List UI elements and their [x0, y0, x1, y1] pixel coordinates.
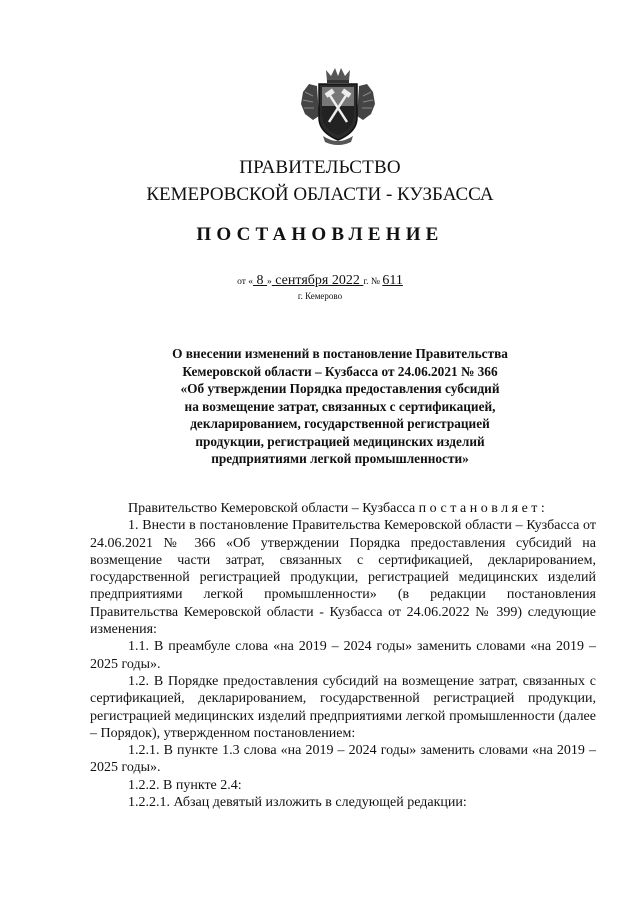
decree-date-number [0, 273, 640, 289]
subject-line: предприятиями легкой промышленности» [211, 451, 469, 466]
subject-line: Кемеровской области – Кузбасса от 24.06.2021 № 366 [182, 363, 498, 379]
subject-line: «Об утверждении Порядка предоставления субсидий [180, 381, 500, 396]
intro-prefix: Правительство Кемеровской области – Кузбасса [128, 501, 419, 516]
government-title-line2: КЕМЕРОВСКОЙ ОБЛАСТИ - КУЗБАССА [146, 184, 494, 205]
intro-paragraph [90, 500, 596, 517]
government-title-line1: ПРАВИТЕЛЬСТВО [239, 157, 401, 178]
subject-line: декларированием, государственной регистрацией [190, 416, 490, 431]
decree-month-year: сентября 2022 [271, 273, 364, 288]
subject-line: продукции, регистрацией медицинских изделий [195, 433, 485, 449]
from-label: от « [237, 277, 254, 287]
city-label: г. Кемерово [297, 291, 343, 301]
subject-line: на возмещение затрат, связанных с сертификацией, [184, 398, 496, 414]
decree-subject [140, 345, 540, 468]
decree-body [90, 500, 596, 811]
kuzbass-coat-of-arms-icon [299, 66, 377, 146]
number-label: № [370, 277, 380, 287]
decree-number: 611 [382, 273, 403, 288]
paragraph-1-2: 1.2. В Порядке предоставления субсидий на возмещение затрат, связанных с сертификацией, декларированием, государственной регистрацией продукции, регистрацией медицинских изделий предприятиями легкой промышленности (далее – Порядок), утвержденном постановлением: [90, 673, 596, 741]
paragraph-1-2-2-1: 1.2.2.1. Абзац девятый изложить в следующей редакции: [128, 795, 467, 811]
decree-day: 8 [253, 273, 268, 288]
day-close: » [267, 277, 272, 287]
subject-line: О внесении изменений в постановление Правительства [172, 346, 508, 361]
year-suffix: г. [363, 277, 369, 287]
paragraph-1-1: 1.1. В преамбуле слова «на 2019 – 2024 годы» заменить словами «на 2019 – 2025 годы». [90, 639, 596, 672]
intro-resolves: постановляет: [418, 501, 549, 516]
decree-title: ПОСТАНОВЛЕНИЕ [196, 224, 444, 245]
paragraph-1: 1. Внести в постановление Правительства Кемеровской области – Кузбасса от 24.06.2021 № 366 «Об утверждении Порядка предоставления субсидий на возмещение части затрат, связанных с сертификацией, декларированием, государственной регистрацией продукции, регистрацией медицинских изделий предприятиями легкой промышленности» (в редакции постановления Правительства Кемеровской области - Кузбасса от 24.06.2022 № 399) следующие изменения: [90, 518, 596, 638]
paragraph-1-2-2: 1.2.2. В пункте 2.4: [128, 777, 242, 793]
paragraph-1-2-1: 1.2.1. В пункте 1.3 слова «на 2019 – 2024 годы» заменить словами «на 2019 – 2025 годы». [90, 743, 596, 776]
